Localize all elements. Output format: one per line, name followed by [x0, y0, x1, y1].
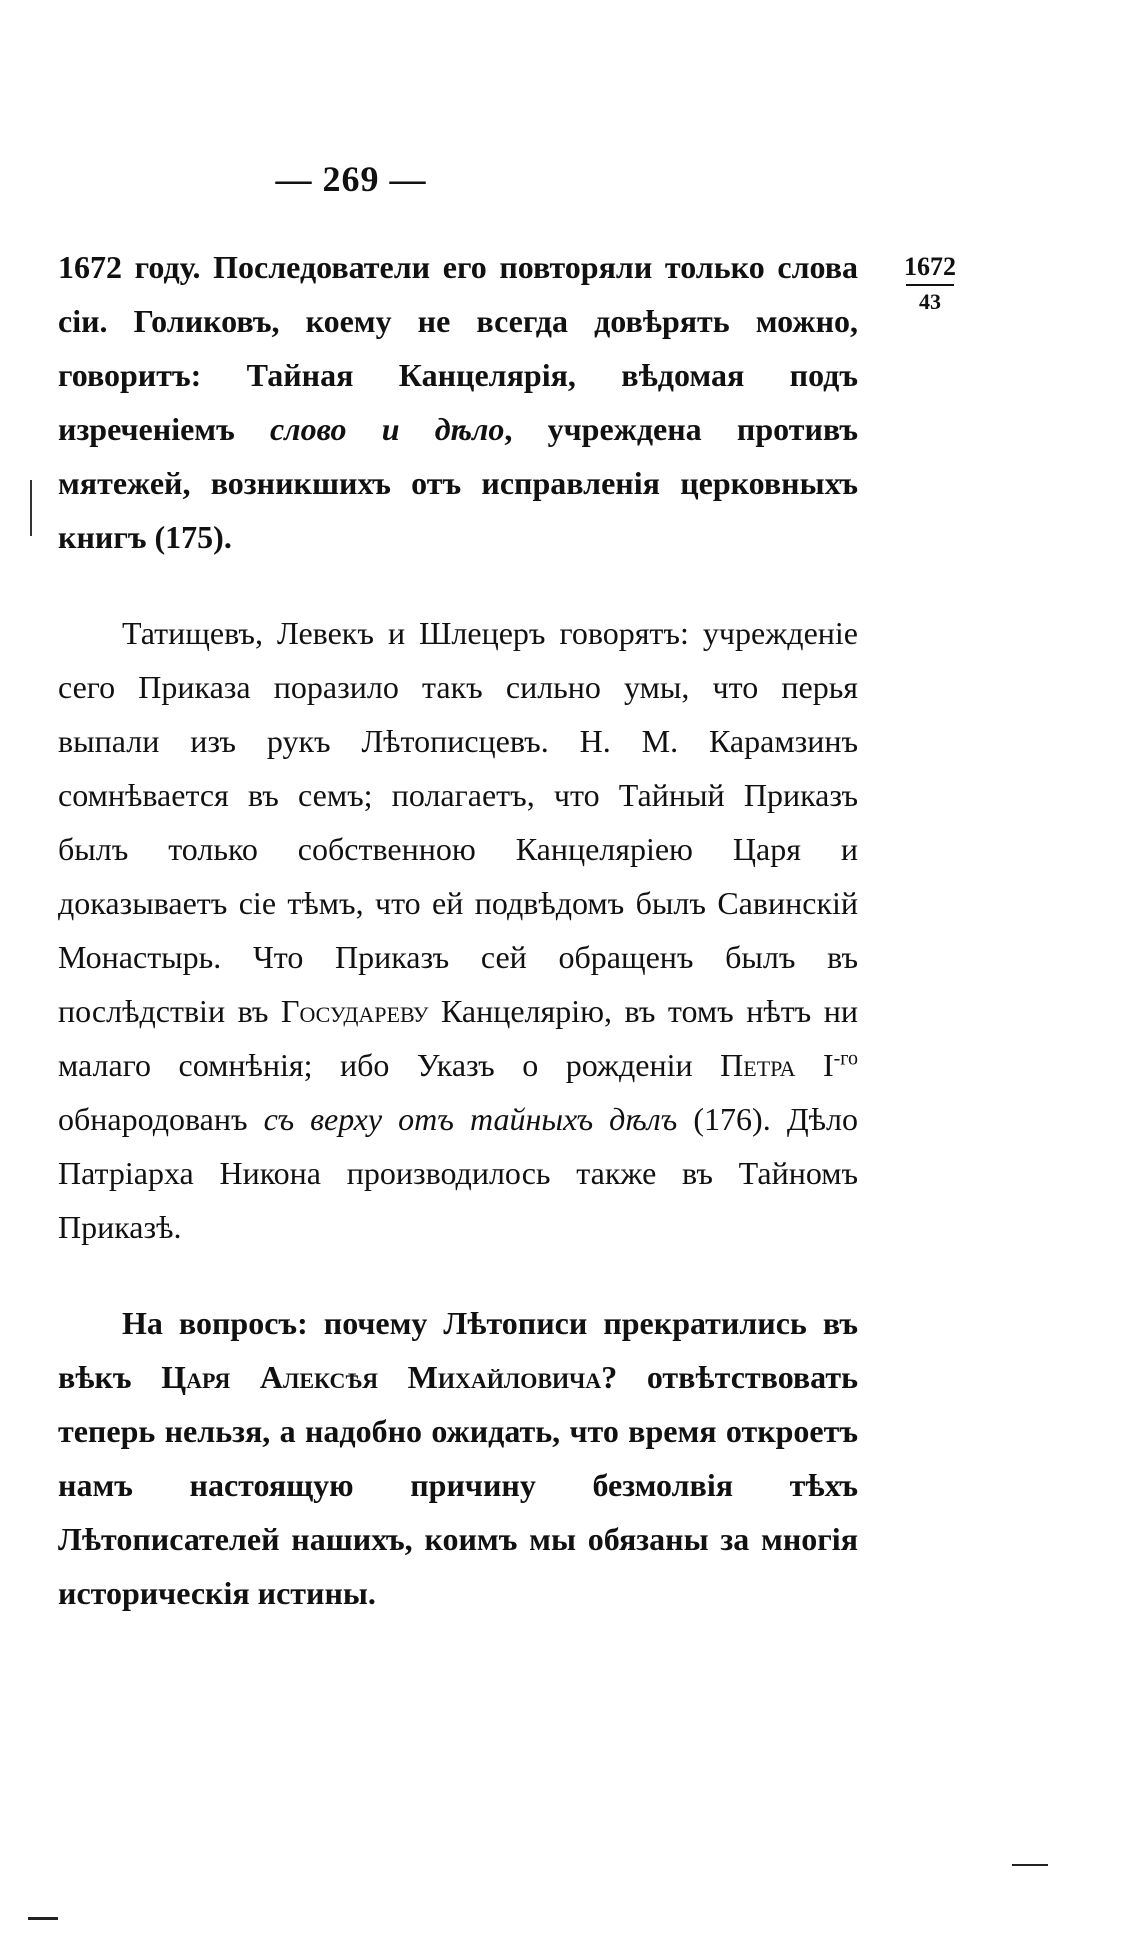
margin-mark — [30, 480, 32, 536]
paragraph-2 — [58, 606, 858, 1254]
p1-text-c: , учреждена противъ мятежей, возникшихъ отъ исправленія церковныхъ книгъ (175). — [58, 411, 859, 555]
p1-text-a: 1672 году. Последователи его повторяли только слова сіи. Голиковъ, коему не всегда довѣрять можно, говоритъ: Тайная Канцелярія, вѣдомая подъ изреченіемъ — [58, 249, 858, 447]
paragraph-3 — [58, 1296, 858, 1620]
p2-text-a: Татищевъ, Левекъ и Шлецеръ говорятъ: учрежденіе сего Приказа поразило такъ сильно умы, что перья выпали изъ рукъ Лѣтописцевъ. Н. М. Карамзинъ сомнѣвается въ семъ; полагаетъ, что Тайный Приказъ былъ только собственною Канцеляріею Царя и доказываетъ сіе тѣмъ, что ей подвѣдомъ былъ Савинскій Монастырь. Что Приказъ сей обращенъ былъ въ послѣдствіи въ — [58, 615, 858, 1029]
body-text — [58, 240, 858, 1620]
p2-superscript: -го — [833, 1047, 859, 1070]
p2-roman-numeral: I — [795, 1047, 834, 1083]
page-number: — 269 — — [275, 159, 427, 199]
margin-sub: 43 — [919, 289, 941, 314]
p1-italic-phrase: слово и дѣло — [269, 411, 505, 447]
p2-smallcaps-gosudarevu: Государеву — [280, 993, 429, 1029]
p2-italic-phrase: съ верху отъ тайныхъ дѣлъ — [263, 1101, 678, 1137]
p2-text-g: обнародованъ — [58, 1101, 264, 1137]
margin-rule — [906, 284, 954, 286]
p2-smallcaps-petra: Петра — [720, 1047, 796, 1083]
p3-text-c: ? отвѣтствовать теперь нельзя, а надобно ожидать, что время откроетъ намъ настоящую причину безмолвія тѣхъ Лѣтописателей нашихъ, коимъ мы обязаны за многія историческія истины. — [58, 1359, 858, 1611]
p2-text-i: (176). Дѣло Патріарха Никона производилось также въ Тайномъ Приказѣ. — [58, 1101, 859, 1245]
margin-dash — [1012, 1864, 1048, 1866]
p3-smallcaps-tsar: Царя Алексѣя Михайловича — [161, 1359, 602, 1395]
margin-year: 1672 — [904, 252, 956, 281]
p3-text-a: На вопросъ: почему Лѣтописи прекратились въ вѣкъ — [58, 1305, 858, 1395]
corner-mark — [28, 1917, 58, 1920]
margin-year-note — [900, 252, 960, 316]
paragraph-1 — [58, 240, 858, 564]
p2-text-c: Канцелярію, въ томъ нѣтъ ни малаго сомнѣнія; ибо Указъ о рожденіи — [58, 993, 859, 1083]
